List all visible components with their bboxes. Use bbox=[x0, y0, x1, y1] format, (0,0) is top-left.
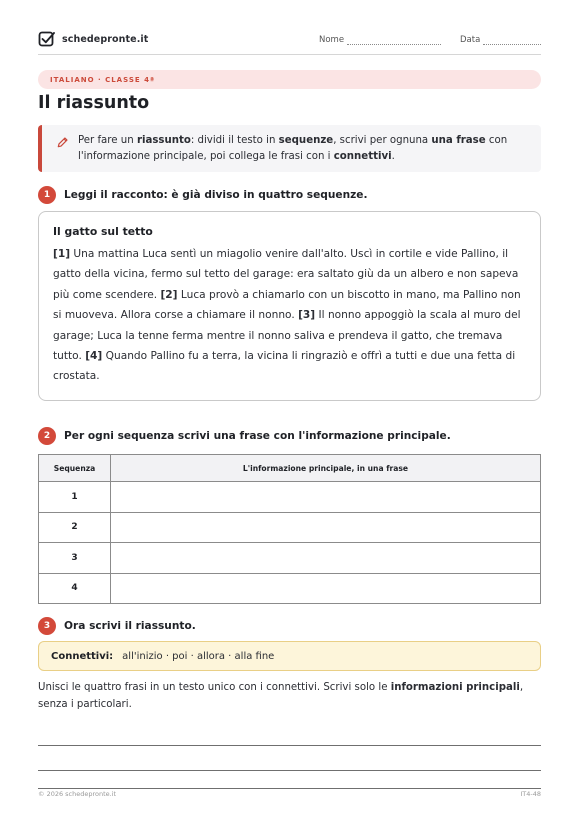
page-footer bbox=[38, 788, 541, 798]
connectives-list: all'inizio · poi · allora · alla fine bbox=[122, 650, 275, 662]
instruction-keyword: una frase bbox=[431, 135, 486, 146]
instruction-keyword: connettivi bbox=[333, 151, 392, 162]
checkbox-logo-icon bbox=[38, 30, 56, 48]
instruction-text bbox=[78, 133, 529, 165]
instruction-keyword: sequenze bbox=[278, 135, 334, 146]
name-dotted-line bbox=[347, 36, 441, 45]
story-box bbox=[38, 211, 541, 401]
page-header bbox=[38, 29, 541, 55]
table-header-row bbox=[39, 455, 541, 482]
footer-code: IT4-48 bbox=[520, 790, 541, 798]
section-1-heading bbox=[38, 186, 368, 204]
column-header-sequence: Sequenza bbox=[39, 455, 111, 482]
writing-line[interactable] bbox=[38, 745, 541, 746]
date-dotted-line bbox=[483, 36, 541, 45]
section-3-heading bbox=[38, 617, 196, 635]
table-row bbox=[39, 512, 541, 543]
name-label: Nome bbox=[319, 35, 345, 45]
table-row bbox=[39, 543, 541, 574]
instruction-keyword: riassunto bbox=[136, 135, 191, 146]
sequence-marker: [1] bbox=[53, 248, 71, 260]
instruction-part: . bbox=[391, 151, 395, 162]
brand-name: schedepronte.it bbox=[62, 33, 149, 45]
pencil-icon bbox=[56, 136, 69, 149]
summary-instruction bbox=[38, 679, 541, 713]
writing-line[interactable] bbox=[38, 770, 541, 771]
date-label: Data bbox=[460, 35, 481, 45]
connectives-label: Connettivi: bbox=[51, 650, 114, 662]
sequence-marker: [3] bbox=[298, 309, 316, 322]
table-row bbox=[39, 482, 541, 513]
sequence-number-cell: 4 bbox=[39, 573, 111, 604]
sequence-table bbox=[38, 454, 541, 604]
sequence-text: Quando Pallino fu a terra, la vicina li ringraziò e offrì a tutti e due una fetta di crostata. bbox=[53, 350, 516, 383]
sequence-number-cell: 3 bbox=[39, 543, 111, 574]
section-number-badge: 1 bbox=[38, 186, 56, 204]
story-title: Il gatto sul tetto bbox=[53, 225, 153, 238]
connectives-box bbox=[38, 641, 541, 671]
instruction-part: , senza i particolari. bbox=[38, 682, 524, 710]
instruction-part: : dividi il testo in bbox=[190, 135, 279, 146]
story-text bbox=[53, 244, 526, 387]
sequence-number-cell: 1 bbox=[39, 482, 111, 513]
table-row bbox=[39, 573, 541, 604]
name-field[interactable] bbox=[319, 35, 441, 45]
answer-cell[interactable] bbox=[111, 482, 541, 513]
answer-cell[interactable] bbox=[111, 573, 541, 604]
sequence-number-cell: 2 bbox=[39, 512, 111, 543]
sequence-text: Luca provò a chiamarlo con un biscotto in mano, ma Pallino non si muoveva. Allora corse a chiamare il nonno. bbox=[53, 288, 521, 322]
date-field[interactable] bbox=[460, 35, 541, 45]
section-title: Ora scrivi il riassunto. bbox=[64, 620, 196, 632]
answer-cell[interactable] bbox=[111, 512, 541, 543]
section-number-badge: 2 bbox=[38, 427, 56, 445]
section-number-badge: 3 bbox=[38, 617, 56, 635]
answer-cell[interactable] bbox=[111, 543, 541, 574]
page-title: Il riassunto bbox=[38, 93, 150, 113]
footer-copyright: © 2026 schedepronte.it bbox=[38, 790, 117, 798]
sequence-marker: [2] bbox=[160, 288, 178, 301]
instruction-box bbox=[38, 125, 541, 172]
instruction-part: , scrivi per ognuna bbox=[333, 135, 432, 146]
instruction-part: Per fare un bbox=[78, 135, 137, 146]
section-2-heading bbox=[38, 427, 451, 445]
section-title: Per ogni sequenza scrivi una frase con l'informazione principale. bbox=[64, 430, 451, 442]
subject-label: ITALIANO · CLASSE 4ª bbox=[50, 75, 155, 84]
instruction-part: Unisci le quattro frasi in un testo unico con i connettivi. Scrivi solo le bbox=[38, 682, 391, 693]
subject-bar bbox=[38, 70, 541, 89]
column-header-main-info: L'informazione principale, in una frase bbox=[111, 455, 541, 482]
instruction-part: con l'informazione principale, poi collega le frasi con i bbox=[78, 135, 508, 162]
sequence-text: Il nonno appoggiò la scala al muro del garage; Luca la tenne ferma mentre il nonno saliva e prendeva il gatto, che tremava tutto. bbox=[53, 309, 521, 363]
instruction-keyword: informazioni principali bbox=[390, 682, 520, 693]
brand bbox=[38, 30, 148, 48]
sequence-text: Una mattina Luca sentì un miagolio venire dall'alto. Uscì in cortile e vide Pallino, il gatto della vicina, fermo sul tetto del garage: era saltato giù da un albero e non sapeva più come scendere. bbox=[53, 248, 519, 301]
section-title: Leggi il racconto: è già diviso in quattro sequenze. bbox=[64, 189, 368, 201]
sequence-marker: [4] bbox=[85, 350, 103, 363]
